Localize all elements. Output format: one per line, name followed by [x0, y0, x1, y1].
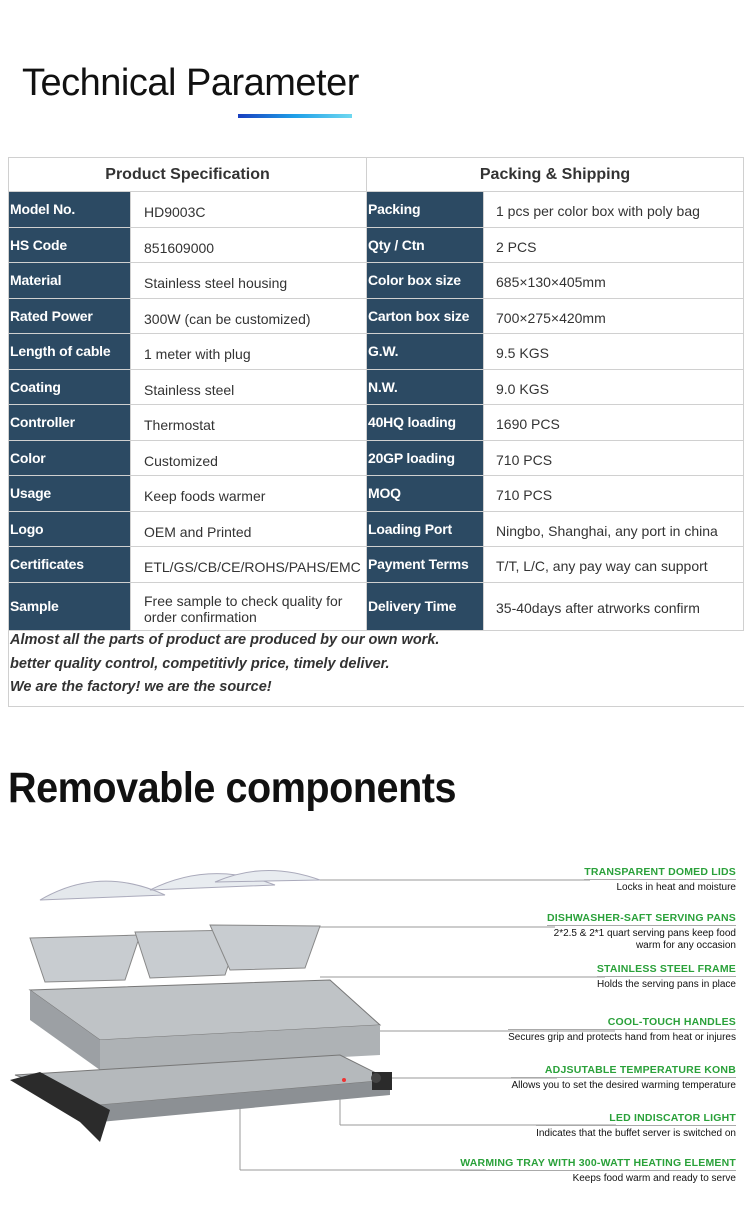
spec-label: Rated Power [9, 298, 131, 334]
spec-table [8, 157, 744, 631]
spec-label: Color [9, 440, 131, 476]
note-line: Almost all the parts of product are produced by our own work. [10, 632, 440, 648]
led-icon [342, 1078, 346, 1082]
component-desc: 2*2.5 & 2*1 quart serving pans keep food warm for any occasion [553, 928, 736, 951]
component-label [508, 1016, 736, 1044]
page-title: Technical Parameter [22, 62, 359, 104]
component-title: DISHWASHER-SAFT SERVING PANS [547, 912, 736, 924]
shipping-label: Color box size [367, 263, 484, 299]
shipping-label: Qty / Ctn [367, 227, 484, 263]
shipping-value: Ningbo, Shanghai, any port in china [484, 511, 744, 547]
table-row [9, 511, 744, 547]
shipping-value: 1690 PCS [484, 405, 744, 441]
component-label [511, 1064, 736, 1092]
component-desc: Keeps food warm and ready to serve [572, 1173, 736, 1184]
table-row [9, 405, 744, 441]
notes [8, 626, 744, 707]
component-title: LED INDISCATOR LIGHT [536, 1112, 736, 1126]
shipping-value: 9.0 KGS [484, 369, 744, 405]
spec-value: 1 meter with plug [131, 334, 367, 370]
shipping-value: 1 pcs per color box with poly bag [484, 192, 744, 228]
title-underline [238, 114, 352, 118]
table-row [9, 334, 744, 370]
shipping-value: 700×275×420mm [484, 298, 744, 334]
table-row [9, 476, 744, 512]
component-label [597, 963, 736, 991]
header-product-spec: Product Specification [9, 158, 367, 192]
knob-icon [371, 1073, 381, 1083]
shipping-label: 20GP loading [367, 440, 484, 476]
component-title: ADJSUTABLE TEMPERATURE KONB [511, 1064, 736, 1078]
table-row [9, 547, 744, 583]
component-title: WARMING TRAY WITH 300-WATT HEATING ELEMENT [460, 1157, 736, 1169]
shipping-value: 9.5 KGS [484, 334, 744, 370]
shipping-value: 685×130×405mm [484, 263, 744, 299]
spec-label: Material [9, 263, 131, 299]
spec-label: Coating [9, 369, 131, 405]
spec-label: Logo [9, 511, 131, 547]
table-row [9, 582, 744, 630]
spec-value: Stainless steel housing [131, 263, 367, 299]
spec-label: HS Code [9, 227, 131, 263]
lids-icon [40, 870, 320, 900]
table-row [9, 192, 744, 228]
spec-value: ETL/GS/CB/CE/ROHS/PAHS/EMC [131, 547, 367, 583]
spec-label: Sample [9, 582, 131, 630]
spec-value: Customized [131, 440, 367, 476]
component-title: TRANSPARENT DOMED LIDS [584, 866, 736, 878]
shipping-label: 40HQ loading [367, 405, 484, 441]
spec-value: HD9003C [131, 192, 367, 228]
table-row [9, 298, 744, 334]
component-label [536, 1112, 736, 1140]
spec-label: Controller [9, 405, 131, 441]
shipping-label: Payment Terms [367, 547, 484, 583]
component-desc: Holds the serving pans in place [597, 979, 736, 990]
component-label [547, 912, 736, 952]
warming-tray-icon [10, 1055, 392, 1142]
component-label [460, 1157, 736, 1185]
spec-value: OEM and Printed [131, 511, 367, 547]
shipping-value: 710 PCS [484, 440, 744, 476]
shipping-label: G.W. [367, 334, 484, 370]
shipping-label: Delivery Time [367, 582, 484, 630]
spec-label: Length of cable [9, 334, 131, 370]
component-label [584, 866, 736, 894]
spec-value: Thermostat [131, 405, 367, 441]
spec-value: Stainless steel [131, 369, 367, 405]
spec-label: Usage [9, 476, 131, 512]
table-row [9, 440, 744, 476]
note-line: We are the factory! we are the source! [10, 679, 272, 695]
spec-value: 851609000 [131, 227, 367, 263]
shipping-label: N.W. [367, 369, 484, 405]
shipping-value: 2 PCS [484, 227, 744, 263]
component-title: COOL-TOUCH HANDLES [508, 1016, 736, 1030]
shipping-value: 710 PCS [484, 476, 744, 512]
pans-icon [30, 925, 320, 982]
shipping-value: T/T, L/C, any pay way can support [484, 547, 744, 583]
table-row [9, 369, 744, 405]
spec-value: Free sample to check quality for order confirmation [131, 582, 367, 630]
header-packing: Packing & Shipping [367, 158, 744, 192]
component-desc: Secures grip and protects hand from heat or injures [508, 1032, 736, 1043]
component-desc: Allows you to set the desired warming temperature [511, 1080, 736, 1091]
shipping-label: MOQ [367, 476, 484, 512]
component-desc: Indicates that the buffet server is switched on [536, 1128, 736, 1139]
component-desc: Locks in heat and moisture [616, 882, 736, 893]
shipping-label: Carton box size [367, 298, 484, 334]
spec-value: 300W (can be customized) [131, 298, 367, 334]
note-line: better quality control, competitivly price, timely deliver. [10, 655, 390, 672]
spec-label: Certificates [9, 547, 131, 583]
spec-value: Keep foods warmer [131, 476, 367, 512]
components-heading: Removable components [8, 764, 457, 812]
component-title: STAINLESS STEEL FRAME [596, 963, 736, 975]
shipping-label: Loading Port [367, 511, 484, 547]
table-row [9, 263, 744, 299]
table-row [9, 227, 744, 263]
shipping-value: 35-40days after atrworks confirm [484, 582, 744, 630]
spec-label: Model No. [9, 192, 131, 228]
shipping-label: Packing [367, 192, 484, 228]
